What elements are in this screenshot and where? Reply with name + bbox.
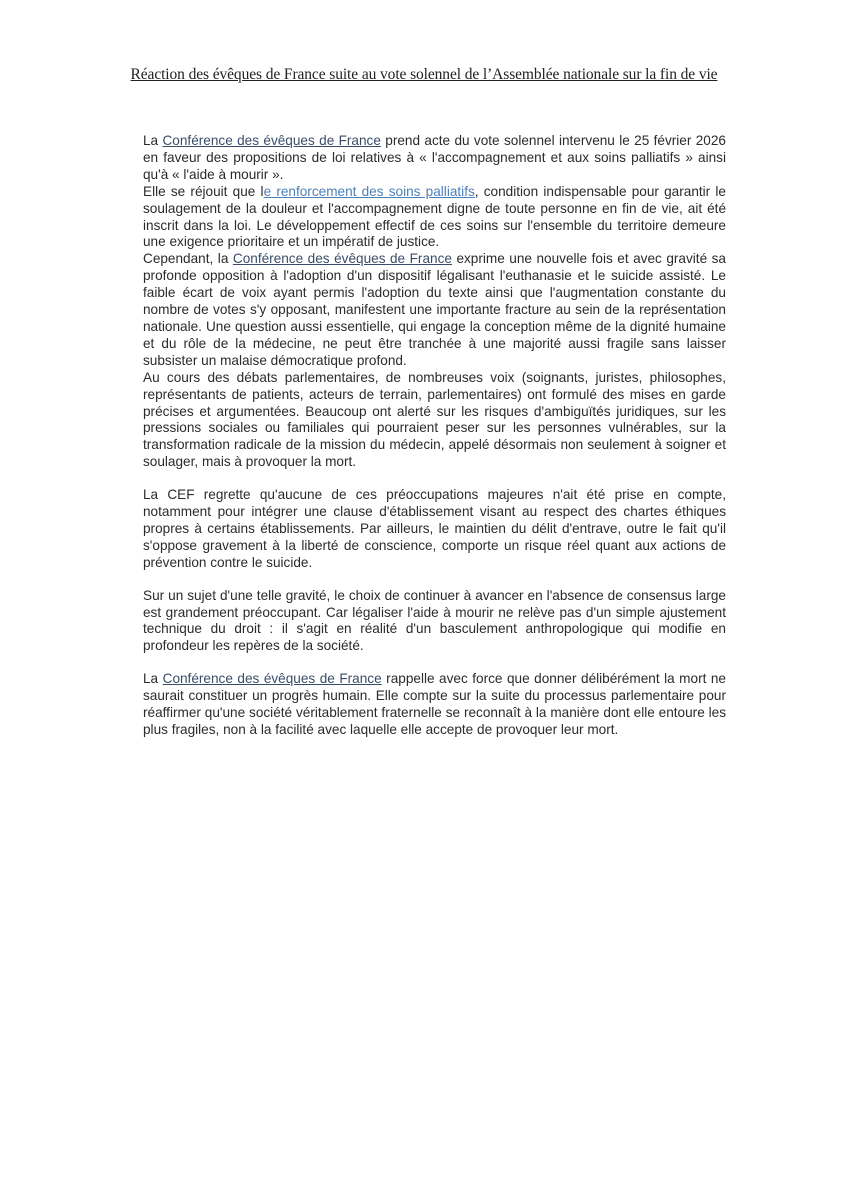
- paragraph-text: prend acte du vote solennel intervenu le 25 février 2026 en faveur des propositions de loi relatives à « l'accompagnement et aux soins palliatifs » ainsi qu'à « l'aide à mourir ».: [143, 133, 726, 182]
- soins-palliatifs-link[interactable]: e renforcement des soins palliatifs: [263, 183, 475, 199]
- cef-link[interactable]: Conférence des évêques de France: [162, 133, 381, 148]
- cef-link[interactable]: Conférence des évêques de France: [162, 671, 382, 687]
- paragraph-2: [143, 184, 726, 252]
- paragraph-3: [143, 251, 726, 369]
- paragraph-4: Au cours des débats parlementaires, de nombreuses voix (soignants, juristes, philosophes, représentants de patients, acteurs de terrain, parlementaires) ont formulé des mises en garde précises et argumentées. Beaucoup ont alerté sur les risques d'ambiguïtés juridiques, sur les pressions sociales ou familiales qui pourraient peser sur les personnes vulnérables, sur la transformation radicale de la mission du médecin, appelé désormais non seulement à soigner et soulager, mais à provoquer la mort.: [143, 369, 726, 470]
- paragraph-text: Elle se réjouit que l: [143, 183, 264, 199]
- cef-link[interactable]: Conférence des évêques de France: [232, 251, 452, 267]
- paragraph-text: La: [143, 133, 163, 148]
- paragraph-text: La: [143, 671, 163, 687]
- document-title: Réaction des évêques de France suite au vote solennel de l’Assemblée nationale sur la fin de vie: [130, 66, 718, 83]
- paragraph-1: [143, 133, 726, 184]
- paragraph-6: Sur un sujet d'une telle gravité, le choix de continuer à avancer en l'absence de consensus large est grandement préoccupant. Car légaliser l'aide à mourir ne relève pas d'un simple ajustement technique du droit : il s'agit en réalité d'un basculement anthropologique qui modifie en profondeur les repères de la société.: [143, 587, 726, 654]
- paragraph-text: rappelle avec force que donner délibérément la mort ne saurait constituer un progrès humain. Elle compte sur la suite du processus parlementaire pour réaffirmer qu'une société véritablement fraternelle se reconnaît à la manière dont elle entoure les plus fragiles, non à la facilité avec laquelle elle accepte de provoquer leur mort.: [143, 671, 726, 737]
- paragraph-5: La CEF regrette qu'aucune de ces préoccupations majeures n'ait été prise en compte, notamment pour intégrer une clause d'établissement visant au respect des chartes éthiques propres à certains établissements. Par ailleurs, le maintien du délit d'entrave, outre le fait qu'il s'oppose gravement à la liberté de conscience, comporte un risque réel quant aux actions de prévention contre le suicide.: [143, 487, 726, 570]
- paragraph-text: Cependant, la: [143, 251, 233, 267]
- document-body: [143, 133, 726, 739]
- paragraph-7: [143, 671, 726, 739]
- paragraph-text: exprime une nouvelle fois et avec gravité sa profonde opposition à l'adoption d'un dispositif légalisant l'euthanasie et le suicide assisté. Le faible écart de voix ayant permis l'adoption du texte ainsi que l'augmentation constante du nombre de votes s'y opposant, manifestent une importante fracture au sein de la représentation nationale. Une question aussi essentielle, qui engage la conception même de la dignité humaine et du rôle de la médecine, ne peut être tranchée à une majorité aussi fragile sans laisser subsister un malaise démocratique profond.: [143, 251, 726, 368]
- paragraph-text: , condition indispensable pour garantir le soulagement de la douleur et l'accompagnement digne de toute personne en fin de vie, ait été inscrit dans la loi. Le développement effectif de ces soins sur l'ensemble du territoire demeure une exigence prioritaire et un impératif de justice.: [143, 183, 726, 250]
